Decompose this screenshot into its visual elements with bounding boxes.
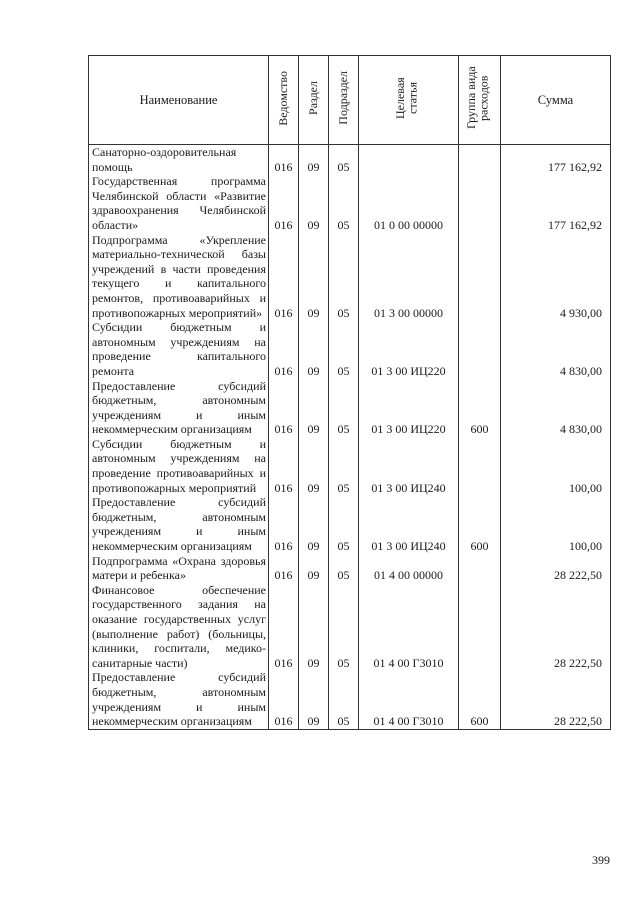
row-summa: 177 162,92 xyxy=(501,174,611,232)
row-name: Санаторно-оздоровительная помощь xyxy=(89,145,269,175)
header-celevaya: Целевая статья xyxy=(359,56,459,145)
row-celevaya: 01 4 00 00000 xyxy=(359,554,459,583)
row-razdel: 09 xyxy=(299,145,329,175)
row-summa: 100,00 xyxy=(501,495,611,553)
table-row xyxy=(89,583,611,671)
header-name: Наименование xyxy=(89,56,269,145)
row-podrazdel: 05 xyxy=(329,583,359,671)
row-ved: 016 xyxy=(269,379,299,437)
row-gruppa xyxy=(459,145,501,175)
header-podrazdel: Подраздел xyxy=(329,56,359,145)
row-podrazdel: 05 xyxy=(329,495,359,553)
row-summa: 177 162,92 xyxy=(501,145,611,175)
table-row xyxy=(89,670,611,729)
row-gruppa xyxy=(459,554,501,583)
row-gruppa: 600 xyxy=(459,495,501,553)
row-gruppa: 600 xyxy=(459,379,501,437)
table-row xyxy=(89,554,611,583)
row-name: Государственная программа Челябинской области «Развитие здравоохранения Челябинской области» xyxy=(89,174,269,232)
table-row xyxy=(89,379,611,437)
row-ved: 016 xyxy=(269,174,299,232)
row-gruppa xyxy=(459,233,501,321)
header-ved: Ведомство xyxy=(269,56,299,145)
table-row xyxy=(89,495,611,553)
row-podrazdel: 05 xyxy=(329,379,359,437)
row-ved: 016 xyxy=(269,145,299,175)
row-razdel: 09 xyxy=(299,554,329,583)
row-celevaya: 01 0 00 00000 xyxy=(359,174,459,232)
table-row xyxy=(89,320,611,378)
row-razdel: 09 xyxy=(299,583,329,671)
table-row xyxy=(89,174,611,232)
row-podrazdel: 05 xyxy=(329,145,359,175)
page-number: 399 xyxy=(592,853,610,867)
row-summa: 4 830,00 xyxy=(501,320,611,378)
row-ved: 016 xyxy=(269,583,299,671)
row-razdel: 09 xyxy=(299,320,329,378)
row-podrazdel: 05 xyxy=(329,320,359,378)
row-summa: 28 222,50 xyxy=(501,554,611,583)
row-name: Предоставление субсидий бюджетным, автономным учреждениям и иным некоммерческим организациям xyxy=(89,670,269,729)
row-celevaya: 01 3 00 ИЦ240 xyxy=(359,495,459,553)
budget-table xyxy=(88,55,611,730)
row-ved: 016 xyxy=(269,437,299,495)
row-gruppa xyxy=(459,583,501,671)
table-header xyxy=(89,56,611,145)
row-summa: 28 222,50 xyxy=(501,583,611,671)
row-name: Предоставление субсидий бюджетным, автономным учреждениям и иным некоммерческим организациям xyxy=(89,495,269,553)
row-celevaya: 01 3 00 ИЦ220 xyxy=(359,379,459,437)
row-celevaya: 01 4 00 Г3010 xyxy=(359,670,459,729)
row-podrazdel: 05 xyxy=(329,174,359,232)
row-podrazdel: 05 xyxy=(329,554,359,583)
row-name: Субсидии бюджетным и автономным учреждениям на проведение капитального ремонта xyxy=(89,320,269,378)
row-name: Подпрограмма «Укрепление материально-технической базы учреждений в части проведения текущего и капитального ремонтов, противоаварийных и противопожарных мероприятий» xyxy=(89,233,269,321)
header-summa: Сумма xyxy=(501,56,611,145)
row-celevaya: 01 3 00 ИЦ220 xyxy=(359,320,459,378)
row-ved: 016 xyxy=(269,320,299,378)
row-name: Финансовое обеспечение государственного задания на оказание государственных услуг (выполнение работ) (больницы, клиники, госпитали, медико-санитарные части) xyxy=(89,583,269,671)
row-razdel: 09 xyxy=(299,379,329,437)
table-row xyxy=(89,233,611,321)
table-row xyxy=(89,437,611,495)
row-razdel: 09 xyxy=(299,437,329,495)
row-summa: 100,00 xyxy=(501,437,611,495)
row-celevaya: 01 3 00 ИЦ240 xyxy=(359,437,459,495)
row-podrazdel: 05 xyxy=(329,670,359,729)
budget-table-container xyxy=(88,55,610,730)
row-razdel: 09 xyxy=(299,495,329,553)
row-ved: 016 xyxy=(269,670,299,729)
header-gruppa: Группа вида расходов xyxy=(459,56,501,145)
row-podrazdel: 05 xyxy=(329,233,359,321)
row-razdel: 09 xyxy=(299,670,329,729)
row-gruppa: 600 xyxy=(459,670,501,729)
row-gruppa xyxy=(459,320,501,378)
row-razdel: 09 xyxy=(299,233,329,321)
row-name: Предоставление субсидий бюджетным, автономным учреждениям и иным некоммерческим организациям xyxy=(89,379,269,437)
row-name: Подпрограмма «Охрана здоровья матери и ребенка» xyxy=(89,554,269,583)
row-celevaya: 01 3 00 00000 xyxy=(359,233,459,321)
row-celevaya: 01 4 00 Г3010 xyxy=(359,583,459,671)
row-gruppa xyxy=(459,174,501,232)
row-ved: 016 xyxy=(269,495,299,553)
row-ved: 016 xyxy=(269,554,299,583)
table-row xyxy=(89,145,611,175)
row-ved: 016 xyxy=(269,233,299,321)
row-summa: 4 930,00 xyxy=(501,233,611,321)
row-summa: 28 222,50 xyxy=(501,670,611,729)
row-summa: 4 830,00 xyxy=(501,379,611,437)
table-body xyxy=(89,145,611,730)
row-podrazdel: 05 xyxy=(329,437,359,495)
row-celevaya xyxy=(359,145,459,175)
row-razdel: 09 xyxy=(299,174,329,232)
row-name: Субсидии бюджетным и автономным учреждениям на проведение противоаварийных и противопожарных мероприятий xyxy=(89,437,269,495)
header-razdel: Раздел xyxy=(299,56,329,145)
row-gruppa xyxy=(459,437,501,495)
